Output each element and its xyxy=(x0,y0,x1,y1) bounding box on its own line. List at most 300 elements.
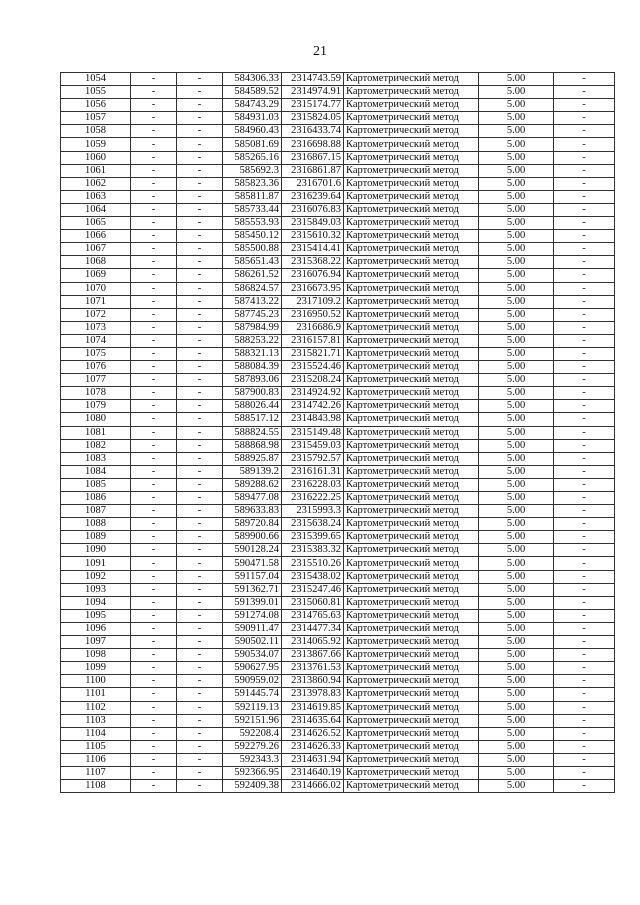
accuracy-cell: 5.00 xyxy=(479,714,554,727)
accuracy-cell: 5.00 xyxy=(479,675,554,688)
method-cell: Картометрический метод xyxy=(344,138,479,151)
point-number-cell: 1103 xyxy=(61,714,131,727)
table-row xyxy=(61,269,615,282)
x-coordinate-cell: 585692.3 xyxy=(223,164,282,177)
accuracy-cell: 5.00 xyxy=(479,177,554,190)
description-cell: - xyxy=(554,688,615,701)
method-cell: Картометрический метод xyxy=(344,86,479,99)
accuracy-cell: 5.00 xyxy=(479,740,554,753)
y-coordinate-cell: 2314635.64 xyxy=(282,714,344,727)
x-coordinate-cell: 592151.96 xyxy=(223,714,282,727)
method-cell: Картометрический метод xyxy=(344,766,479,779)
col-2-cell: - xyxy=(131,269,177,282)
point-number-cell: 1077 xyxy=(61,374,131,387)
col-3-cell: - xyxy=(177,478,223,491)
table-row xyxy=(61,164,615,177)
y-coordinate-cell: 2316686.9 xyxy=(282,321,344,334)
method-cell: Картометрический метод xyxy=(344,413,479,426)
accuracy-cell: 5.00 xyxy=(479,112,554,125)
y-coordinate-cell: 2314631.94 xyxy=(282,753,344,766)
method-cell: Картометрический метод xyxy=(344,505,479,518)
method-cell: Картометрический метод xyxy=(344,478,479,491)
accuracy-cell: 5.00 xyxy=(479,73,554,86)
x-coordinate-cell: 584960.43 xyxy=(223,125,282,138)
description-cell: - xyxy=(554,400,615,413)
x-coordinate-cell: 589477.08 xyxy=(223,492,282,505)
point-number-cell: 1106 xyxy=(61,753,131,766)
y-coordinate-cell: 2316698.88 xyxy=(282,138,344,151)
coordinates-table xyxy=(60,72,615,793)
description-cell: - xyxy=(554,190,615,203)
point-number-cell: 1096 xyxy=(61,622,131,635)
method-cell: Картометрический метод xyxy=(344,321,479,334)
x-coordinate-cell: 585651.43 xyxy=(223,256,282,269)
accuracy-cell: 5.00 xyxy=(479,609,554,622)
method-cell: Картометрический метод xyxy=(344,269,479,282)
method-cell: Картометрический метод xyxy=(344,295,479,308)
point-number-cell: 1070 xyxy=(61,282,131,295)
point-number-cell: 1097 xyxy=(61,636,131,649)
y-coordinate-cell: 2315792.57 xyxy=(282,452,344,465)
col-3-cell: - xyxy=(177,400,223,413)
col-2-cell: - xyxy=(131,518,177,531)
col-3-cell: - xyxy=(177,243,223,256)
description-cell: - xyxy=(554,217,615,230)
col-2-cell: - xyxy=(131,583,177,596)
x-coordinate-cell: 585811.87 xyxy=(223,190,282,203)
col-2-cell: - xyxy=(131,73,177,86)
method-cell: Картометрический метод xyxy=(344,452,479,465)
col-3-cell: - xyxy=(177,753,223,766)
x-coordinate-cell: 589288.62 xyxy=(223,478,282,491)
description-cell: - xyxy=(554,230,615,243)
point-number-cell: 1089 xyxy=(61,531,131,544)
description-cell: - xyxy=(554,531,615,544)
method-cell: Картометрический метод xyxy=(344,203,479,216)
y-coordinate-cell: 2316867.15 xyxy=(282,151,344,164)
description-cell: - xyxy=(554,662,615,675)
col-3-cell: - xyxy=(177,256,223,269)
col-3-cell: - xyxy=(177,282,223,295)
point-number-cell: 1071 xyxy=(61,295,131,308)
accuracy-cell: 5.00 xyxy=(479,86,554,99)
method-cell: Картометрический метод xyxy=(344,361,479,374)
accuracy-cell: 5.00 xyxy=(479,780,554,793)
method-cell: Картометрический метод xyxy=(344,426,479,439)
table-row xyxy=(61,478,615,491)
table-row xyxy=(61,347,615,360)
point-number-cell: 1088 xyxy=(61,518,131,531)
accuracy-cell: 5.00 xyxy=(479,400,554,413)
method-cell: Картометрический метод xyxy=(344,531,479,544)
accuracy-cell: 5.00 xyxy=(479,649,554,662)
description-cell: - xyxy=(554,518,615,531)
col-2-cell: - xyxy=(131,426,177,439)
x-coordinate-cell: 592343.3 xyxy=(223,753,282,766)
method-cell: Картометрический метод xyxy=(344,609,479,622)
accuracy-cell: 5.00 xyxy=(479,99,554,112)
col-2-cell: - xyxy=(131,347,177,360)
y-coordinate-cell: 2316228.03 xyxy=(282,478,344,491)
y-coordinate-cell: 2313978.83 xyxy=(282,688,344,701)
description-cell: - xyxy=(554,256,615,269)
col-3-cell: - xyxy=(177,413,223,426)
table-row xyxy=(61,780,615,793)
x-coordinate-cell: 589900.66 xyxy=(223,531,282,544)
method-cell: Картометрический метод xyxy=(344,518,479,531)
method-cell: Картометрический метод xyxy=(344,714,479,727)
accuracy-cell: 5.00 xyxy=(479,164,554,177)
method-cell: Картометрический метод xyxy=(344,73,479,86)
point-number-cell: 1074 xyxy=(61,334,131,347)
col-2-cell: - xyxy=(131,203,177,216)
x-coordinate-cell: 590627.95 xyxy=(223,662,282,675)
table-row xyxy=(61,766,615,779)
y-coordinate-cell: 2316673.95 xyxy=(282,282,344,295)
x-coordinate-cell: 587900.83 xyxy=(223,387,282,400)
method-cell: Картометрический метод xyxy=(344,387,479,400)
col-2-cell: - xyxy=(131,492,177,505)
table-row xyxy=(61,727,615,740)
accuracy-cell: 5.00 xyxy=(479,622,554,635)
description-cell: - xyxy=(554,177,615,190)
col-2-cell: - xyxy=(131,413,177,426)
y-coordinate-cell: 2315174.77 xyxy=(282,99,344,112)
table-row xyxy=(61,609,615,622)
accuracy-cell: 5.00 xyxy=(479,413,554,426)
col-2-cell: - xyxy=(131,649,177,662)
accuracy-cell: 5.00 xyxy=(479,570,554,583)
point-number-cell: 1055 xyxy=(61,86,131,99)
y-coordinate-cell: 2315060.81 xyxy=(282,596,344,609)
accuracy-cell: 5.00 xyxy=(479,478,554,491)
y-coordinate-cell: 2315824.05 xyxy=(282,112,344,125)
col-3-cell: - xyxy=(177,531,223,544)
description-cell: - xyxy=(554,452,615,465)
col-3-cell: - xyxy=(177,125,223,138)
point-number-cell: 1069 xyxy=(61,269,131,282)
col-2-cell: - xyxy=(131,544,177,557)
col-2-cell: - xyxy=(131,766,177,779)
x-coordinate-cell: 585500.88 xyxy=(223,243,282,256)
table-row xyxy=(61,740,615,753)
x-coordinate-cell: 587984.99 xyxy=(223,321,282,334)
method-cell: Картометрический метод xyxy=(344,230,479,243)
col-2-cell: - xyxy=(131,609,177,622)
method-cell: Картометрический метод xyxy=(344,780,479,793)
y-coordinate-cell: 2316161.31 xyxy=(282,465,344,478)
description-cell: - xyxy=(554,478,615,491)
x-coordinate-cell: 590959.02 xyxy=(223,675,282,688)
method-cell: Картометрический метод xyxy=(344,190,479,203)
x-coordinate-cell: 591157.04 xyxy=(223,570,282,583)
point-number-cell: 1057 xyxy=(61,112,131,125)
table-row xyxy=(61,688,615,701)
y-coordinate-cell: 2315849.03 xyxy=(282,217,344,230)
col-3-cell: - xyxy=(177,740,223,753)
col-3-cell: - xyxy=(177,347,223,360)
y-coordinate-cell: 2315247.46 xyxy=(282,583,344,596)
description-cell: - xyxy=(554,753,615,766)
col-3-cell: - xyxy=(177,439,223,452)
method-cell: Картометрический метод xyxy=(344,465,479,478)
x-coordinate-cell: 588321.13 xyxy=(223,347,282,360)
accuracy-cell: 5.00 xyxy=(479,452,554,465)
y-coordinate-cell: 2316701.6 xyxy=(282,177,344,190)
point-number-cell: 1108 xyxy=(61,780,131,793)
description-cell: - xyxy=(554,321,615,334)
y-coordinate-cell: 2314626.33 xyxy=(282,740,344,753)
method-cell: Картометрический метод xyxy=(344,753,479,766)
table-row xyxy=(61,361,615,374)
table-row xyxy=(61,112,615,125)
accuracy-cell: 5.00 xyxy=(479,636,554,649)
point-number-cell: 1058 xyxy=(61,125,131,138)
method-cell: Картометрический метод xyxy=(344,347,479,360)
description-cell: - xyxy=(554,766,615,779)
col-2-cell: - xyxy=(131,636,177,649)
description-cell: - xyxy=(554,282,615,295)
col-3-cell: - xyxy=(177,374,223,387)
col-3-cell: - xyxy=(177,492,223,505)
col-3-cell: - xyxy=(177,112,223,125)
y-coordinate-cell: 2316222.25 xyxy=(282,492,344,505)
description-cell: - xyxy=(554,727,615,740)
col-2-cell: - xyxy=(131,321,177,334)
col-2-cell: - xyxy=(131,570,177,583)
description-cell: - xyxy=(554,505,615,518)
table-row xyxy=(61,295,615,308)
page-number: 21 xyxy=(313,44,327,59)
point-number-cell: 1056 xyxy=(61,99,131,112)
col-2-cell: - xyxy=(131,478,177,491)
col-2-cell: - xyxy=(131,295,177,308)
col-2-cell: - xyxy=(131,308,177,321)
accuracy-cell: 5.00 xyxy=(479,662,554,675)
x-coordinate-cell: 588253.22 xyxy=(223,334,282,347)
description-cell: - xyxy=(554,544,615,557)
description-cell: - xyxy=(554,125,615,138)
col-3-cell: - xyxy=(177,321,223,334)
method-cell: Картометрический метод xyxy=(344,701,479,714)
x-coordinate-cell: 591399.01 xyxy=(223,596,282,609)
x-coordinate-cell: 584306.33 xyxy=(223,73,282,86)
description-cell: - xyxy=(554,622,615,635)
col-2-cell: - xyxy=(131,662,177,675)
y-coordinate-cell: 2313761.53 xyxy=(282,662,344,675)
col-2-cell: - xyxy=(131,557,177,570)
col-3-cell: - xyxy=(177,583,223,596)
col-2-cell: - xyxy=(131,164,177,177)
accuracy-cell: 5.00 xyxy=(479,387,554,400)
col-2-cell: - xyxy=(131,452,177,465)
table-row xyxy=(61,596,615,609)
point-number-cell: 1086 xyxy=(61,492,131,505)
description-cell: - xyxy=(554,465,615,478)
point-number-cell: 1061 xyxy=(61,164,131,177)
y-coordinate-cell: 2314619.85 xyxy=(282,701,344,714)
method-cell: Картометрический метод xyxy=(344,374,479,387)
col-3-cell: - xyxy=(177,766,223,779)
point-number-cell: 1093 xyxy=(61,583,131,596)
y-coordinate-cell: 2316157.81 xyxy=(282,334,344,347)
x-coordinate-cell: 586261.52 xyxy=(223,269,282,282)
table-row xyxy=(61,505,615,518)
y-coordinate-cell: 2315368.22 xyxy=(282,256,344,269)
y-coordinate-cell: 2314924.92 xyxy=(282,387,344,400)
accuracy-cell: 5.00 xyxy=(479,557,554,570)
accuracy-cell: 5.00 xyxy=(479,282,554,295)
col-3-cell: - xyxy=(177,688,223,701)
accuracy-cell: 5.00 xyxy=(479,596,554,609)
col-2-cell: - xyxy=(131,701,177,714)
description-cell: - xyxy=(554,243,615,256)
point-number-cell: 1081 xyxy=(61,426,131,439)
point-number-cell: 1078 xyxy=(61,387,131,400)
accuracy-cell: 5.00 xyxy=(479,701,554,714)
table-row xyxy=(61,465,615,478)
description-cell: - xyxy=(554,570,615,583)
col-3-cell: - xyxy=(177,151,223,164)
y-coordinate-cell: 2315438.02 xyxy=(282,570,344,583)
point-number-cell: 1084 xyxy=(61,465,131,478)
description-cell: - xyxy=(554,596,615,609)
col-2-cell: - xyxy=(131,190,177,203)
description-cell: - xyxy=(554,439,615,452)
col-3-cell: - xyxy=(177,164,223,177)
method-cell: Картометрический метод xyxy=(344,583,479,596)
point-number-cell: 1101 xyxy=(61,688,131,701)
col-3-cell: - xyxy=(177,465,223,478)
y-coordinate-cell: 2314666.02 xyxy=(282,780,344,793)
y-coordinate-cell: 2315993.3 xyxy=(282,505,344,518)
col-3-cell: - xyxy=(177,675,223,688)
col-2-cell: - xyxy=(131,400,177,413)
method-cell: Картометрический метод xyxy=(344,675,479,688)
x-coordinate-cell: 586824.57 xyxy=(223,282,282,295)
col-3-cell: - xyxy=(177,138,223,151)
x-coordinate-cell: 589633.83 xyxy=(223,505,282,518)
col-3-cell: - xyxy=(177,636,223,649)
col-2-cell: - xyxy=(131,361,177,374)
point-number-cell: 1068 xyxy=(61,256,131,269)
col-3-cell: - xyxy=(177,662,223,675)
x-coordinate-cell: 591362.71 xyxy=(223,583,282,596)
col-2-cell: - xyxy=(131,99,177,112)
x-coordinate-cell: 588925.87 xyxy=(223,452,282,465)
y-coordinate-cell: 2316076.83 xyxy=(282,203,344,216)
y-coordinate-cell: 2314065.92 xyxy=(282,636,344,649)
method-cell: Картометрический метод xyxy=(344,217,479,230)
x-coordinate-cell: 590534.07 xyxy=(223,649,282,662)
point-number-cell: 1054 xyxy=(61,73,131,86)
accuracy-cell: 5.00 xyxy=(479,531,554,544)
col-2-cell: - xyxy=(131,230,177,243)
col-2-cell: - xyxy=(131,727,177,740)
method-cell: Картометрический метод xyxy=(344,243,479,256)
table-row xyxy=(61,413,615,426)
accuracy-cell: 5.00 xyxy=(479,230,554,243)
col-2-cell: - xyxy=(131,505,177,518)
col-3-cell: - xyxy=(177,505,223,518)
point-number-cell: 1079 xyxy=(61,400,131,413)
point-number-cell: 1075 xyxy=(61,347,131,360)
col-2-cell: - xyxy=(131,675,177,688)
description-cell: - xyxy=(554,714,615,727)
x-coordinate-cell: 584589.52 xyxy=(223,86,282,99)
accuracy-cell: 5.00 xyxy=(479,243,554,256)
col-3-cell: - xyxy=(177,269,223,282)
method-cell: Картометрический метод xyxy=(344,688,479,701)
x-coordinate-cell: 585823.36 xyxy=(223,177,282,190)
y-coordinate-cell: 2316239.64 xyxy=(282,190,344,203)
description-cell: - xyxy=(554,138,615,151)
method-cell: Картометрический метод xyxy=(344,557,479,570)
table-row xyxy=(61,531,615,544)
col-3-cell: - xyxy=(177,570,223,583)
y-coordinate-cell: 2315383.32 xyxy=(282,544,344,557)
x-coordinate-cell: 584743.29 xyxy=(223,99,282,112)
point-number-cell: 1098 xyxy=(61,649,131,662)
y-coordinate-cell: 2313860.94 xyxy=(282,675,344,688)
table-row xyxy=(61,282,615,295)
y-coordinate-cell: 2315610.32 xyxy=(282,230,344,243)
y-coordinate-cell: 2315399.65 xyxy=(282,531,344,544)
col-2-cell: - xyxy=(131,125,177,138)
table-row xyxy=(61,203,615,216)
description-cell: - xyxy=(554,269,615,282)
y-coordinate-cell: 2315414.41 xyxy=(282,243,344,256)
y-coordinate-cell: 2315459.03 xyxy=(282,439,344,452)
point-number-cell: 1107 xyxy=(61,766,131,779)
col-2-cell: - xyxy=(131,256,177,269)
col-3-cell: - xyxy=(177,518,223,531)
method-cell: Картометрический метод xyxy=(344,596,479,609)
point-number-cell: 1090 xyxy=(61,544,131,557)
col-2-cell: - xyxy=(131,86,177,99)
method-cell: Картометрический метод xyxy=(344,99,479,112)
y-coordinate-cell: 2316861.87 xyxy=(282,164,344,177)
point-number-cell: 1065 xyxy=(61,217,131,230)
col-3-cell: - xyxy=(177,99,223,112)
point-number-cell: 1094 xyxy=(61,596,131,609)
accuracy-cell: 5.00 xyxy=(479,727,554,740)
table-row xyxy=(61,243,615,256)
point-number-cell: 1064 xyxy=(61,203,131,216)
description-cell: - xyxy=(554,780,615,793)
description-cell: - xyxy=(554,675,615,688)
x-coordinate-cell: 584931.03 xyxy=(223,112,282,125)
x-coordinate-cell: 585265.16 xyxy=(223,151,282,164)
accuracy-cell: 5.00 xyxy=(479,544,554,557)
table-row xyxy=(61,714,615,727)
x-coordinate-cell: 591445.74 xyxy=(223,688,282,701)
accuracy-cell: 5.00 xyxy=(479,374,554,387)
point-number-cell: 1080 xyxy=(61,413,131,426)
description-cell: - xyxy=(554,164,615,177)
col-2-cell: - xyxy=(131,714,177,727)
table-row xyxy=(61,99,615,112)
table-row xyxy=(61,374,615,387)
y-coordinate-cell: 2314742.26 xyxy=(282,400,344,413)
method-cell: Картометрический метод xyxy=(344,164,479,177)
point-number-cell: 1104 xyxy=(61,727,131,740)
table-row xyxy=(61,125,615,138)
x-coordinate-cell: 590471.58 xyxy=(223,557,282,570)
table-row xyxy=(61,177,615,190)
table-row xyxy=(61,636,615,649)
accuracy-cell: 5.00 xyxy=(479,753,554,766)
